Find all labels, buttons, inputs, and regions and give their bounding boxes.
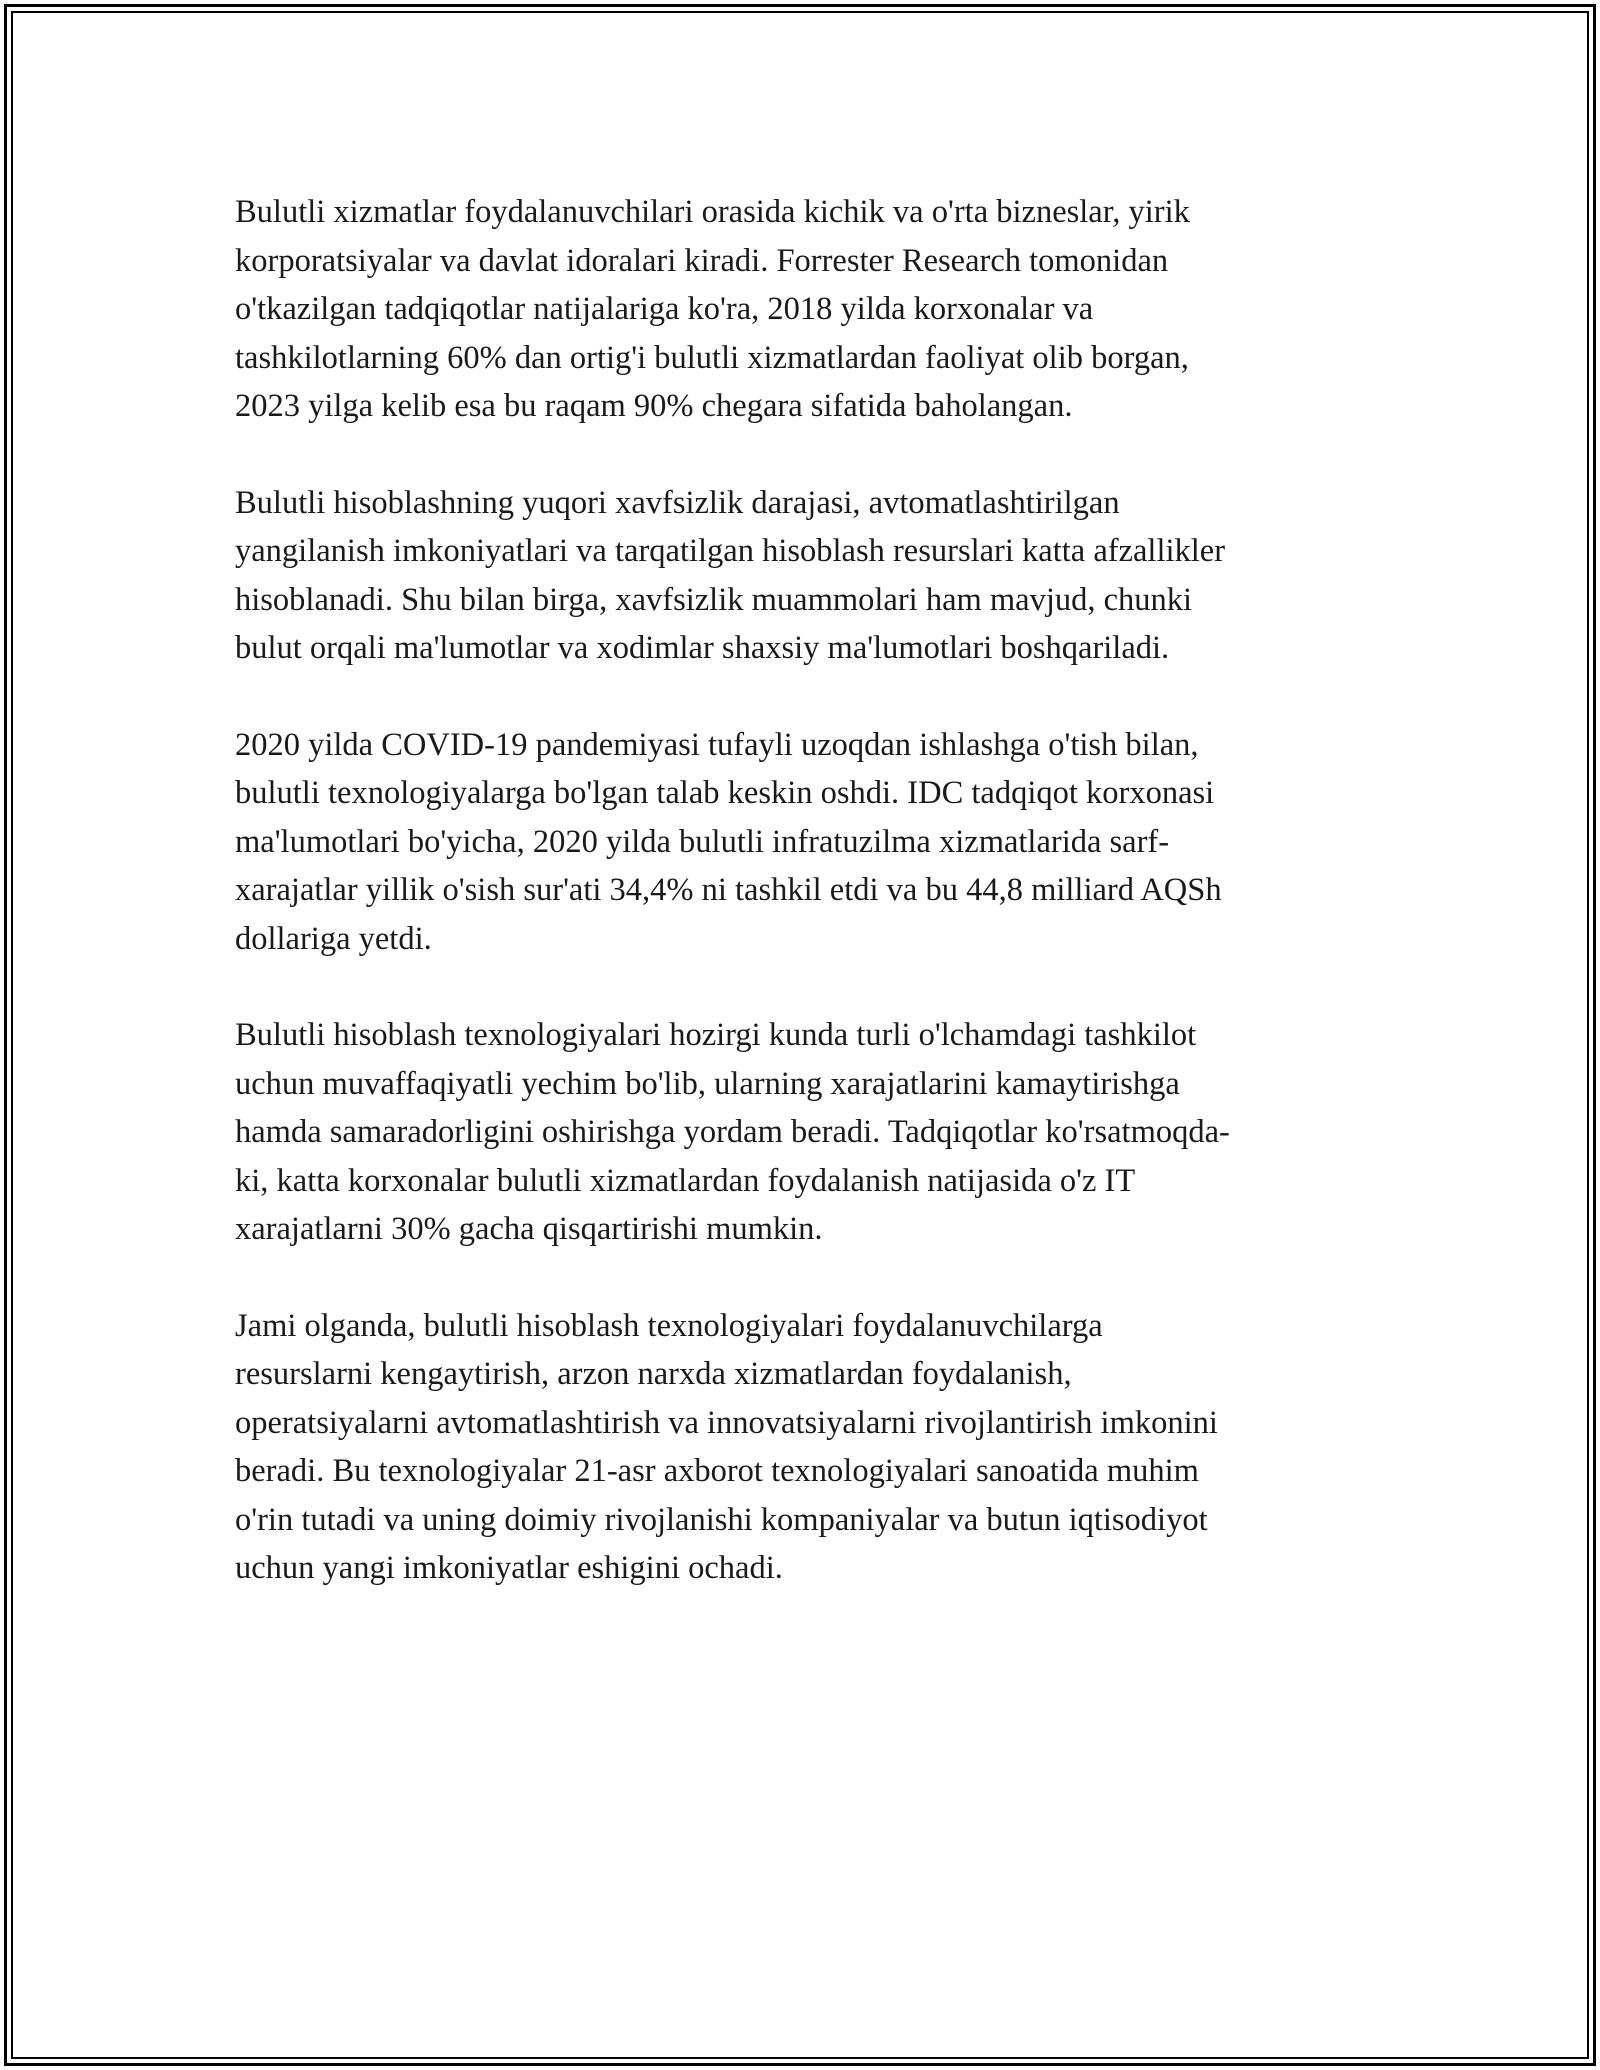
paragraph-3: 2020 yilda COVID-19 pandemiyasi tufayli uzoqdan ishlashga o'tish bilan, bulutli texnologiyalarga bo'lgan talab keskin oshdi. IDC tadqiqot korxonasi ma'lumotlari bo'yicha, 2020 yilda bulutli infratuzilma xizmatlarida sarf- xarajatlar yillik o'sish sur'ati 34,4% ni tashkil etdi va bu 44,8 milliard AQSh dollariga yetdi.: [235, 726, 1222, 957]
paragraph-1: Bulutli xizmatlar foydalanuvchilari orasida kichik va o'rta bizneslar, yirik korporatsiyalar va davlat idoralari kiradi. Forrester Research tomonidan o'tkazilgan tadqiqotlar natijalariga ko'ra, 2018 yilda korxonalar va tashkilotlarning 60% dan ortig'i bulutli xizmatlardan faoliyat olib borgan, 2023 yilga kelib esa bu raqam 90% chegara sifatida baholangan.: [235, 194, 1190, 424]
document-body: [235, 188, 1365, 1641]
paragraph-5: Jami olganda, bulutli hisoblash texnologiyalari foydalanuvchilarga resurslarni kengaytirish, arzon narxda xizmatlardan foydalanish, operatsiyalarni avtomatlashtirish va innovatsiyalarni rivojlantirish imkonini beradi. Bu texnologiyalar 21-asr axborot texnologiyalari sanoatida muhim o'rin tutadi va uning doimiy rivojlanishi kompaniyalar va butun iqtisodiyot uchun yangi imkoniyatlar eshigini ochadi.: [235, 1307, 1218, 1586]
paragraph-2: Bulutli hisoblashning yuqori xavfsizlik darajasi, avtomatlashtirilgan yangilanish imkoniyatlari va tarqatilgan hisoblash resurslari katta afzallikler hisoblanadi. Shu bilan birga, xavfsizlik muammolari ham mavjud, chunki bulut orqali ma'lumotlar va xodimlar shaxsiy ma'lumotlari boshqariladi.: [235, 484, 1226, 666]
paragraph-4: Bulutli hisoblash texnologiyalari hozirgi kunda turli o'lchamdagi tashkilot uchun muvaffaqiyatli yechim bo'lib, ularning xarajatlarini kamaytirishga hamda samaradorligini oshirishga yordam beradi. Tadqiqotlar ko'rsatmoqda- ki, katta korxonalar bulutli xizmatlardan foydalanish natijasida o'z IT xarajatlarni 30% gacha qisqartirishi mumkin.: [235, 1017, 1230, 1247]
